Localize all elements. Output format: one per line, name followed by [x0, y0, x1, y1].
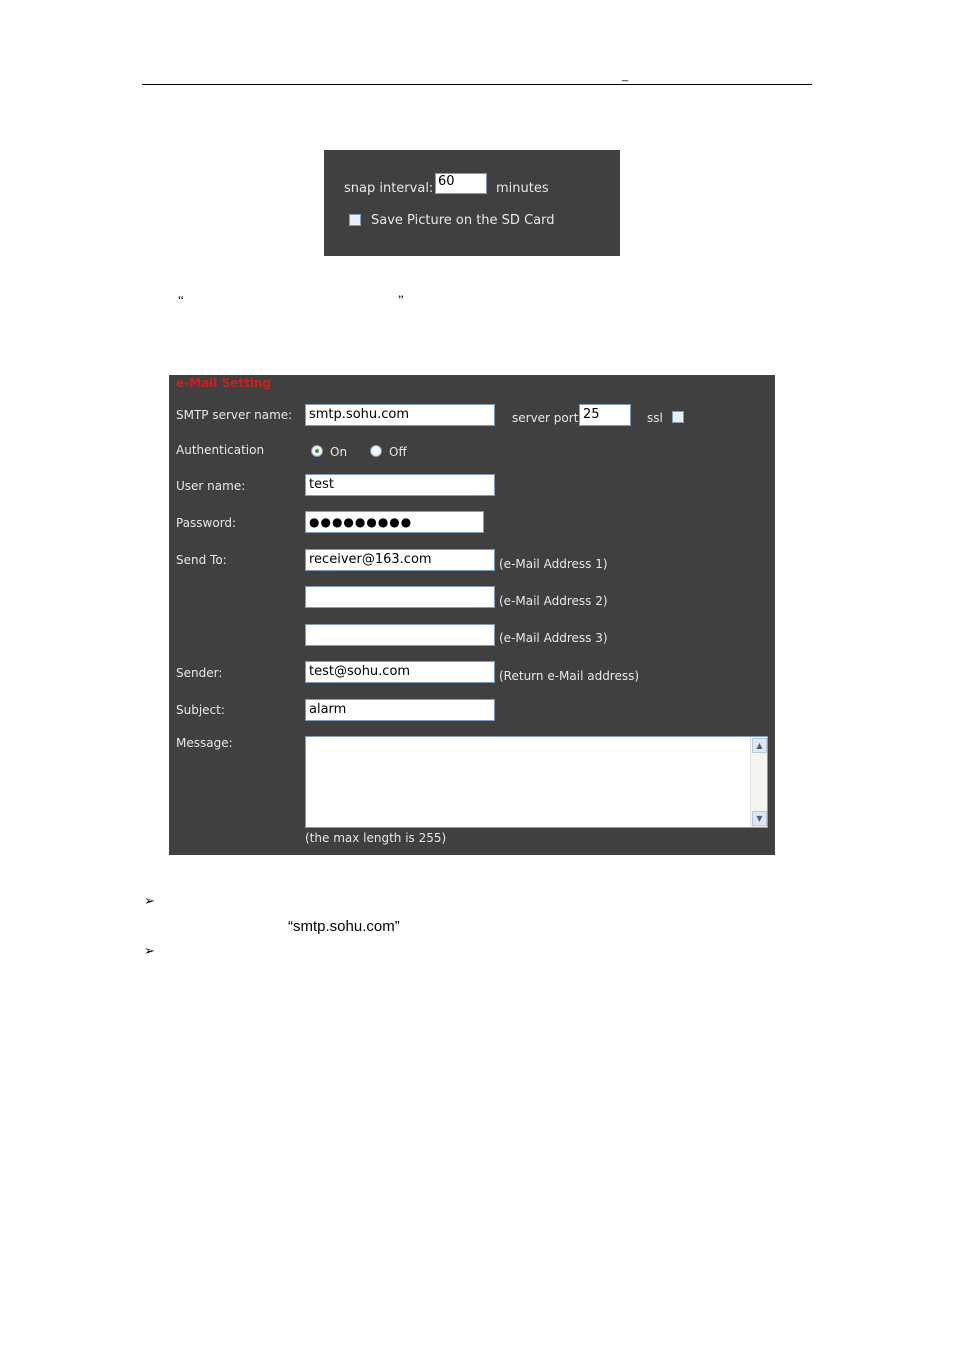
auth-off-label: Off [389, 445, 407, 459]
server-port-input[interactable]: 25 [579, 404, 631, 426]
quote-open: “ [178, 292, 184, 307]
username-input[interactable]: test [305, 474, 495, 496]
authentication-label: Authentication [176, 443, 265, 457]
save-sd-label: Save Picture on the SD Card [371, 213, 555, 228]
snap-interval-label: snap interval: [344, 181, 434, 196]
password-input[interactable]: ●●●●●●●●● [305, 511, 484, 533]
subject-label: Subject: [176, 703, 225, 717]
auth-off-radio[interactable] [370, 445, 382, 457]
password-label: Password: [176, 516, 237, 530]
send-to-input-1[interactable]: receiver@163.com [305, 549, 495, 571]
quote-close: ” [398, 292, 404, 307]
snap-settings-panel [324, 150, 620, 256]
username-label: User name: [176, 479, 246, 493]
email-panel-title: e-Mail Setting [176, 376, 272, 390]
scroll-down-icon[interactable]: ▼ [752, 811, 767, 826]
bullet-arrow-icon: ➢ [144, 894, 155, 909]
email-settings-panel [169, 375, 775, 855]
message-textarea[interactable] [305, 736, 768, 828]
message-scrollbar[interactable] [750, 737, 767, 827]
message-max-length-hint: (the max length is 255) [305, 831, 447, 845]
smtp-server-label: SMTP server name: [176, 408, 293, 422]
sender-input[interactable]: test@sohu.com [305, 661, 495, 683]
server-port-label: server port [512, 411, 579, 425]
bullet-arrow-icon: ➢ [144, 944, 155, 959]
send-to-label: Send To: [176, 553, 227, 567]
header-rule [142, 84, 812, 85]
send-to-input-2[interactable] [305, 586, 495, 608]
auth-on-radio[interactable] [311, 445, 323, 457]
scroll-up-icon[interactable]: ▲ [752, 738, 767, 753]
send-to-hint-3: (e-Mail Address 3) [499, 631, 608, 645]
message-label: Message: [176, 736, 233, 750]
subject-input[interactable]: alarm [305, 699, 495, 721]
snap-interval-input[interactable]: 60 [435, 173, 487, 194]
sender-hint: (Return e-Mail address) [499, 669, 640, 683]
snap-interval-unit: minutes [496, 181, 549, 196]
smtp-server-input[interactable]: smtp.sohu.com [305, 404, 495, 426]
smtp-example-text: “smtp.sohu.com” [288, 918, 400, 935]
auth-on-label: On [330, 445, 348, 459]
ssl-checkbox[interactable] [672, 411, 684, 423]
ssl-label: ssl [647, 411, 663, 425]
save-sd-checkbox[interactable] [349, 214, 361, 226]
header-dash: _ [622, 70, 629, 82]
send-to-hint-2: (e-Mail Address 2) [499, 594, 608, 608]
send-to-hint-1: (e-Mail Address 1) [499, 557, 608, 571]
send-to-input-3[interactable] [305, 624, 495, 646]
sender-label: Sender: [176, 666, 223, 680]
